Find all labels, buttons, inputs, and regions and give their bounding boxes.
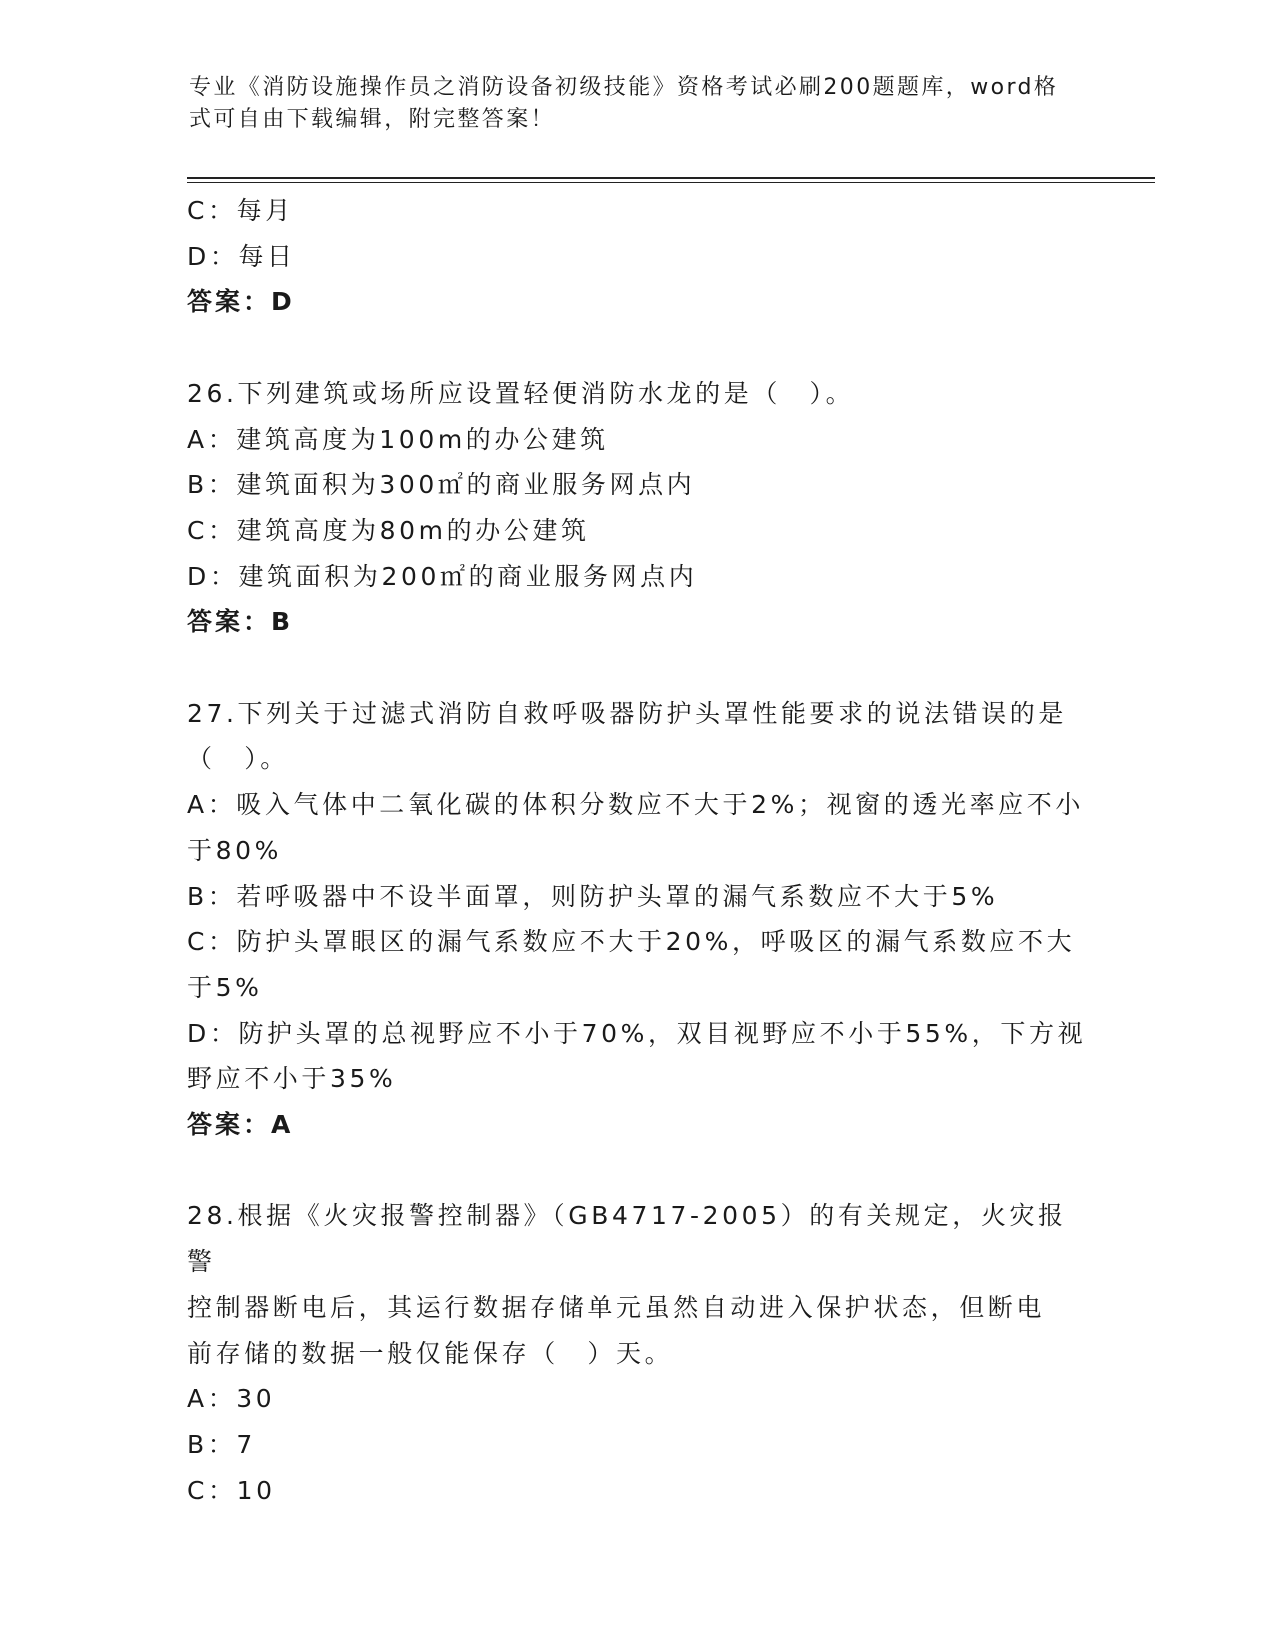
header-title-line-2: 式可自由下载编辑，附完整答案！	[189, 107, 556, 132]
question-text-line-1: 28.根据《火灾报警控制器》（GB4717-2005）的有关规定，火灾报警	[187, 1201, 1067, 1277]
option-b: B：建筑面积为300㎡的商业服务网点内	[187, 470, 696, 500]
question-text-line-2: 控制器断电后，其运行数据存储单元虽然自动进入保护状态，但断电	[187, 1292, 1046, 1322]
question-text-line-1: 27.下列关于过滤式消防自救呼吸器防护头罩性能要求的说法错误的是	[187, 698, 1067, 728]
question-block-26	[187, 371, 1087, 645]
option-b: B：7	[187, 1429, 256, 1459]
option-d-line-2: 野应不小于35%	[187, 1064, 397, 1094]
answer-line: 答案：A	[187, 1110, 294, 1140]
question-block-25	[187, 188, 1087, 325]
header-divider-thin	[187, 182, 1155, 183]
option-d: D：每日	[187, 241, 296, 271]
answer-line: 答案：B	[187, 607, 294, 637]
option-c: C：10	[187, 1475, 276, 1505]
question-text: 26.下列建筑或场所应设置轻便消防水龙的是（ ）。	[187, 378, 855, 408]
option-a-line-1: A：吸入气体中二氧化碳的体积分数应不大于2%；视窗的透光率应不小	[187, 790, 1084, 820]
header-divider-thick	[187, 177, 1155, 179]
option-a: A：30	[187, 1384, 276, 1414]
question-text-line-2: （ ）。	[187, 744, 289, 774]
option-a-line-2: 于80%	[187, 835, 282, 865]
option-c-line-1: C：防护头罩眼区的漏气系数应不大于20%，呼吸区的漏气系数应不大	[187, 927, 1076, 957]
document-header	[189, 72, 1069, 136]
question-list	[187, 188, 1087, 1513]
option-b: B：若呼吸器中不设半面罩，则防护头罩的漏气系数应不大于5%	[187, 881, 999, 911]
header-title-line-1: 专业《消防设施操作员之消防设备初级技能》资格考试必刷200题题库，word格	[189, 75, 1059, 100]
question-block-27	[187, 691, 1087, 1148]
option-c: C：每月	[187, 196, 294, 225]
question-text-line-3: 前存储的数据一般仅能保存（ ）天。	[187, 1338, 674, 1368]
option-d-line-1: D：防护头罩的总视野应不小于70%，双目视野应不小于55%，下方视	[187, 1018, 1087, 1048]
option-a: A：建筑高度为100m的办公建筑	[187, 424, 609, 454]
option-c: C：建筑高度为80m的办公建筑	[187, 515, 590, 545]
question-block-28	[187, 1193, 1087, 1513]
option-d: D：建筑面积为200㎡的商业服务网点内	[187, 561, 698, 591]
option-c-line-2: 于5%	[187, 972, 263, 1002]
answer-line: 答案：D	[187, 287, 295, 317]
